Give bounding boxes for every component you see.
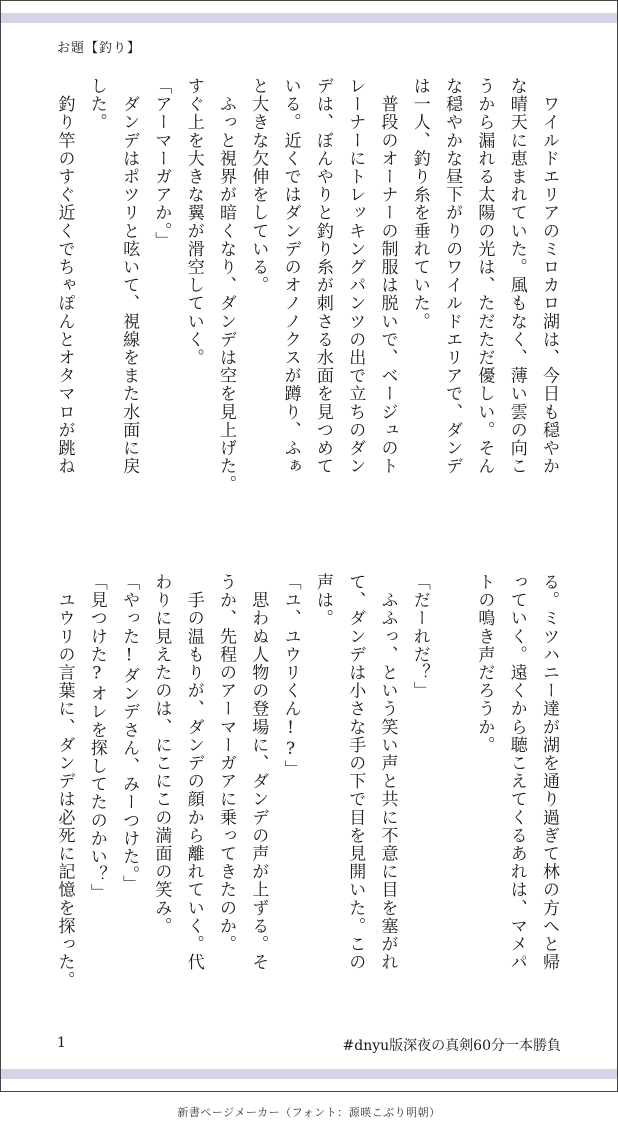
text-line: いる。近くではダンデのオノノクスが蹲り、ふぁ (280, 77, 301, 476)
text-line: る。ミツハニー達が湖を通り過ぎて林の方へと帰 (539, 573, 559, 972)
text-line: っていく。遠くから聴こえてくるあれは、マメパ (506, 573, 527, 972)
text-line: すぐ上を大きな翼が滑空していく。 (183, 77, 204, 367)
text-line: ふふっ、という笑い声と共に不意に目を塞がれ (377, 573, 398, 972)
text-line: 「ユ、ユウリくん!?」 (280, 573, 301, 779)
text-line: 普段のオーナーの制服は脱いで、ベージュのト (377, 77, 398, 476)
generator-caption: 新書ページメーカー（フォント：源暎こぶり明朝） (177, 1106, 441, 1119)
text-line: 「やった!ダンデさん、みーつけた。」 (119, 573, 140, 894)
text-line: と大きな欠伸をしている。 (248, 77, 269, 295)
lower-text-block (1, 573, 617, 1028)
text-line: 声は。 (312, 573, 333, 628)
text-line: ワイルドエリアのミロカロ湖は、今日も穏やか (539, 77, 559, 476)
text-line: 釣り竿のすぐ近くでちゃぽんとオタマロが跳ね (54, 77, 75, 476)
text-line: ユウリの言葉に、ダンデは必死に記憶を探った。 (54, 573, 75, 990)
text-line: うから漏れる太陽の光は、ただただ優しい。そん (474, 77, 495, 476)
text-line: レーナーにトレッキングパンツの出で立ちのダン (345, 77, 366, 476)
text-line: な穏やかな昼下がりのワイルドエリアで、ダンデ (442, 77, 463, 476)
text-line: ダンデはポツリと呟いて、視線をまた水面に戻 (119, 77, 140, 476)
text-line: デは、ぼんやりと釣り糸が刺さる水面を見つめて (312, 77, 333, 476)
text-line: な晴天に恵まれていた。風もなく、薄い雲の向こ (506, 77, 527, 476)
bottom-band (1, 1069, 617, 1079)
text-line: 「見つけた?オレを探してたのかい？」 (86, 573, 107, 902)
text-line: ふっと視界が暗くなり、ダンデは空を見上げた。 (216, 77, 236, 494)
text-line: した。 (86, 77, 107, 132)
text-line: 「だーれだ？」 (409, 573, 430, 700)
text-line: 「アーマーガアか。」 (151, 77, 172, 250)
text-line: は一人、釣り糸を垂れていた。 (409, 77, 430, 331)
text-line: トの鳴き声だろうか。 (474, 573, 495, 754)
text-line: うか、先程のアーマーガアに乗ってきたのか。 (216, 573, 236, 954)
text-line: わりに見えたのは、にこにこの満面の笑み。 (151, 573, 172, 935)
text-line: て、ダンデは小さな手の下で目を見開いた。この (345, 573, 366, 972)
footer-tag: #dnyu版深夜の真剣60分一本勝負 (342, 1038, 561, 1054)
text-line: 手の温もりが、ダンデの顔から離れていく。代 (183, 573, 204, 972)
top-band (1, 13, 617, 23)
upper-text-block (1, 77, 617, 532)
page-number: 1 (57, 1035, 66, 1051)
page-header-title: お題【釣り】 (57, 41, 142, 56)
text-line: 思わぬ人物の登場に、ダンデの声が上ずる。そ (248, 573, 269, 972)
